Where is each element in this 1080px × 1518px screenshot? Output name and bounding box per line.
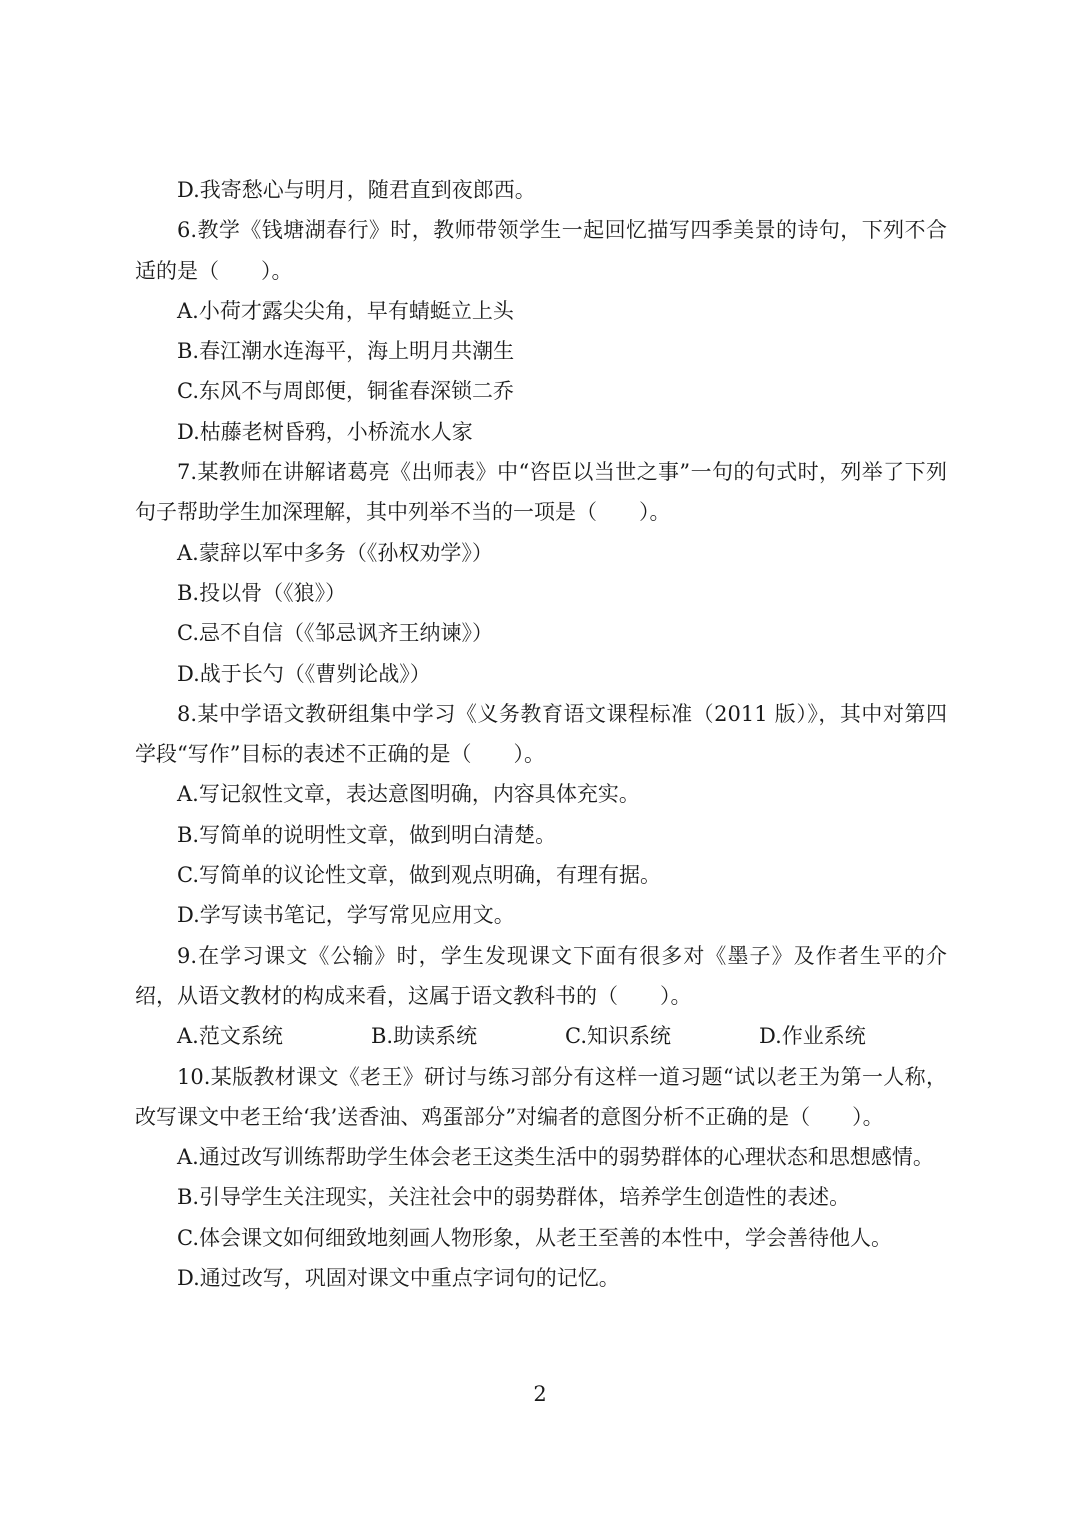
question-7-option-d: D.战于长勺（《曹刿论战》） bbox=[177, 661, 431, 686]
question-7-option-c: C.忌不自信（《邹忌讽齐王纳谏》） bbox=[177, 621, 493, 646]
question-8-option-d: D.学写读书笔记，学写常见应用文。 bbox=[177, 903, 515, 928]
question-10-stem: 10.某版教材课文《老王》研讨与练习部分有这样一道习题“试以老王为第一人称，改写课文中老王给‘我’送香油、鸡蛋部分”对编者的意图分析不正确的是（ ）。 bbox=[135, 1064, 947, 1129]
question-8-stem: 8.某中学语文教研组集中学习《义务教育语文课程标准（2011 版）》，其中对第四学段“写作”目标的表述不正确的是（ ）。 bbox=[135, 701, 947, 767]
question-8-option-a: A.写记叙性文章，表达意图明确，内容具体充实。 bbox=[177, 782, 640, 807]
question-7-stem: 7.某教师在讲解诸葛亮《出师表》中“咨臣以当世之事”一句的句式时，列举了下列句子帮助学生加深理解，其中列举不当的一项是（ ）。 bbox=[135, 460, 947, 525]
question-10-option-b: B.引导学生关注现实，关注社会中的弱势群体，培养学生创造性的表述。 bbox=[177, 1185, 851, 1210]
question-6-option-d: D.枯藤老树昏鸦，小桥流水人家 bbox=[177, 419, 473, 444]
question-8-option-b: B.写简单的说明性文章，做到明白清楚。 bbox=[177, 822, 557, 847]
question-9-option-a: A.范文系统 bbox=[177, 1024, 283, 1049]
question-9-option-b: B.助读系统 bbox=[371, 1024, 478, 1049]
question-10-option-d: D.通过改写，巩固对课文中重点字词句的记忆。 bbox=[177, 1266, 620, 1291]
question-6-option-b: B.春江潮水连海平，海上明月共潮生 bbox=[177, 339, 515, 364]
question-9-options bbox=[135, 1016, 947, 1056]
question-8-option-c: C.写简单的议论性文章，做到观点明确，有理有据。 bbox=[177, 863, 661, 888]
question-7-option-b: B.投以骨（《狼》） bbox=[177, 580, 347, 605]
question-content bbox=[135, 170, 947, 1298]
question-6-option-c: C.东风不与周郎便，铜雀春深锁二乔 bbox=[177, 379, 514, 404]
question-9-option-d: D.作业系统 bbox=[759, 1024, 866, 1049]
question-9-stem: 9.在学习课文《公输》时，学生发现课文下面有很多对《墨子》及作者生平的介绍，从语文教材的构成来看，这属于语文教科书的（ ）。 bbox=[135, 943, 947, 1008]
question-9-option-c: C.知识系统 bbox=[565, 1024, 671, 1049]
question-10-option-c: C.体会课文如何细致地刻画人物形象，从老王至善的本性中，学会善待他人。 bbox=[177, 1225, 892, 1250]
question-7-option-a: A.蒙辞以军中多务（《孙权劝学》） bbox=[177, 540, 493, 565]
question-10-option-a: A.通过改写训练帮助学生体会老王这类生活中的弱势群体的心理状态和思想感情。 bbox=[177, 1145, 934, 1170]
question-6-option-a: A.小荷才露尖尖角，早有蜻蜓立上头 bbox=[177, 298, 514, 323]
question-6-stem: 6.教学《钱塘湖春行》时，教师带领学生一起回忆描写四季美景的诗句，下列不合适的是（ ）。 bbox=[135, 218, 947, 283]
page-number: 2 bbox=[533, 1382, 547, 1406]
option-5d: D.我寄愁心与明月，随君直到夜郎西。 bbox=[177, 178, 536, 202]
